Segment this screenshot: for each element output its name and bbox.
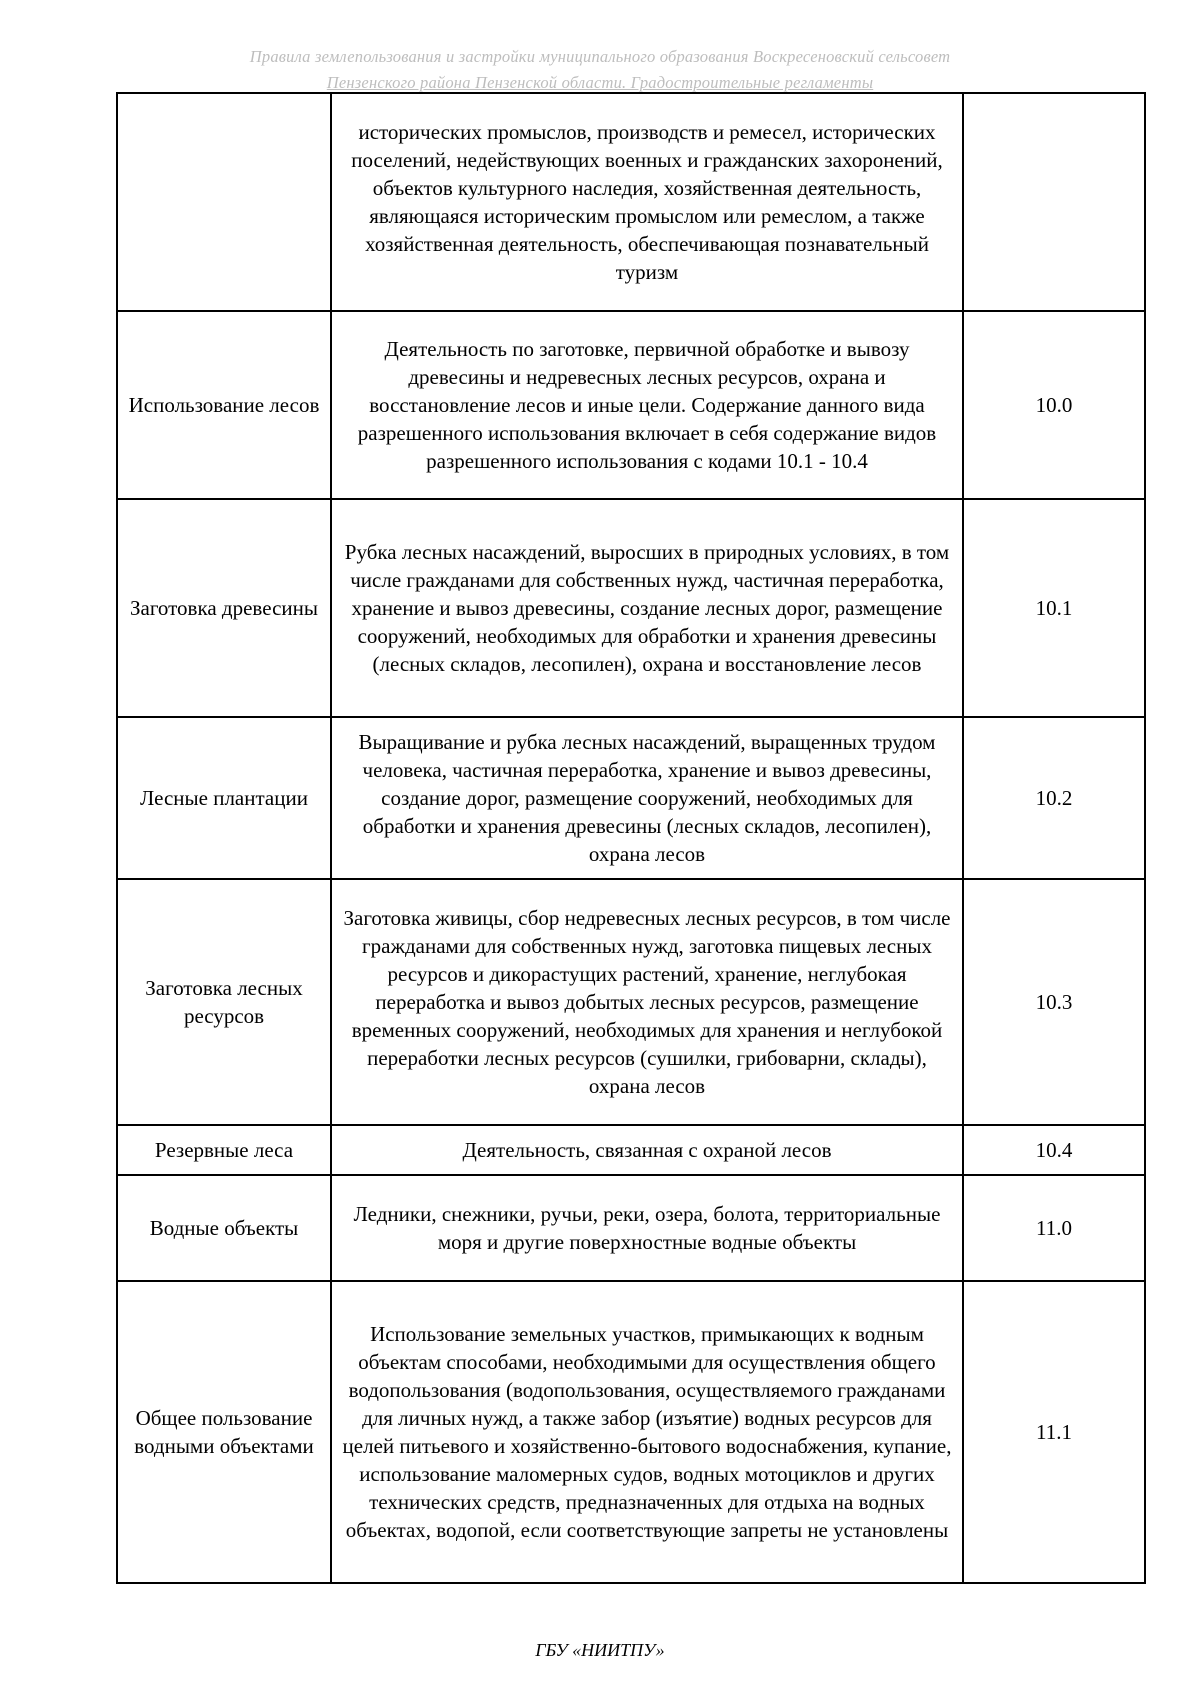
- use-type-description: Выращивание и рубка лесных насаждений, выращенных трудом человека, частичная переработка, хранение и вывоз древесины, создание дорог, размещение сооружений, необходимых для обработки и хранения древесины (лесных складов, лесопилен), охрана лесов: [331, 717, 963, 879]
- use-type-name: Использование лесов: [117, 311, 331, 499]
- use-type-code: 11.0: [963, 1175, 1145, 1281]
- use-type-description: Ледники, снежники, ручьи, реки, озера, болота, территориальные моря и другие поверхностные водные объекты: [331, 1175, 963, 1281]
- use-type-description: Деятельность, связанная с охраной лесов: [331, 1125, 963, 1175]
- use-type-code: 11.1: [963, 1281, 1145, 1583]
- use-type-name: Общее пользование водными объектами: [117, 1281, 331, 1583]
- table-row: [117, 1281, 1145, 1583]
- use-type-description: Использование земельных участков, примыкающих к водным объектам способами, необходимыми для осуществления общего водопользования (водопользования, осуществляемого гражданами для личных нужд, а также забор (изъятие) водных ресурсов для целей питьевого и хозяйственно-бытового водоснабжения, купание, использование маломерных судов, водных мотоциклов и других технических средств, предназначенных для отдыха на водных объектах, водопой, если соответствующие запреты не установлены: [331, 1281, 963, 1583]
- table-row: [117, 717, 1145, 879]
- use-type-name: [117, 93, 331, 311]
- use-type-code: 10.1: [963, 499, 1145, 717]
- table-row: [117, 499, 1145, 717]
- use-type-description: Заготовка живицы, сбор недревесных лесных ресурсов, в том числе гражданами для собственных нужд, заготовка пищевых лесных ресурсов и дикорастущих растений, хранение, неглубокая переработка и вывоз добытых лесных ресурсов, размещение временных сооружений, необходимых для хранения и неглубокой переработки лесных ресурсов (сушилки, грибоварни, склады), охрана лесов: [331, 879, 963, 1125]
- page-footer: ГБУ «НИИТПУ»: [535, 1640, 665, 1660]
- table-row: [117, 1175, 1145, 1281]
- use-type-name: Заготовка лесных ресурсов: [117, 879, 331, 1125]
- table-row: [117, 311, 1145, 499]
- use-type-description: Деятельность по заготовке, первичной обработке и вывозу древесины и недревесных лесных ресурсов, охрана и восстановление лесов и иные цели. Содержание данного вида разрешенного использования включает в себя содержание видов разрешенного использования с кодами 10.1 - 10.4: [331, 311, 963, 499]
- use-type-code: 10.0: [963, 311, 1145, 499]
- table-row: [117, 1125, 1145, 1175]
- use-type-code: 10.2: [963, 717, 1145, 879]
- use-type-description: Рубка лесных насаждений, выросших в природных условиях, в том числе гражданами для собственных нужд, частичная переработка, хранение и вывоз древесины, создание лесных дорог, размещение сооружений, необходимых для обработки и хранения древесины (лесных складов, лесопилен), охрана и восстановление лесов: [331, 499, 963, 717]
- land-use-regulations-table: [116, 92, 1146, 1584]
- use-type-code: [963, 93, 1145, 311]
- use-type-name: Лесные плантации: [117, 717, 331, 879]
- use-type-code: 10.4: [963, 1125, 1145, 1175]
- use-type-name: Резервные леса: [117, 1125, 331, 1175]
- use-type-description: исторических промыслов, производств и ремесел, исторических поселений, недействующих военных и гражданских захоронений, объектов культурного наследия, хозяйственная деятельность, являющаяся историческим промыслом или ремеслом, а также хозяйственная деятельность, обеспечивающая познавательный туризм: [331, 93, 963, 311]
- use-type-name: Заготовка древесины: [117, 499, 331, 717]
- page-header: [0, 44, 1200, 96]
- table-row: [117, 879, 1145, 1125]
- table-row: [117, 93, 1145, 311]
- use-type-name: Водные объекты: [117, 1175, 331, 1281]
- header-line-2: Пензенского района Пензенской области. Градостроительные регламенты: [326, 73, 874, 92]
- use-type-code: 10.3: [963, 879, 1145, 1125]
- header-line-1: Правила землепользования и застройки муниципального образования Воскресеновский сельсовет: [249, 47, 951, 66]
